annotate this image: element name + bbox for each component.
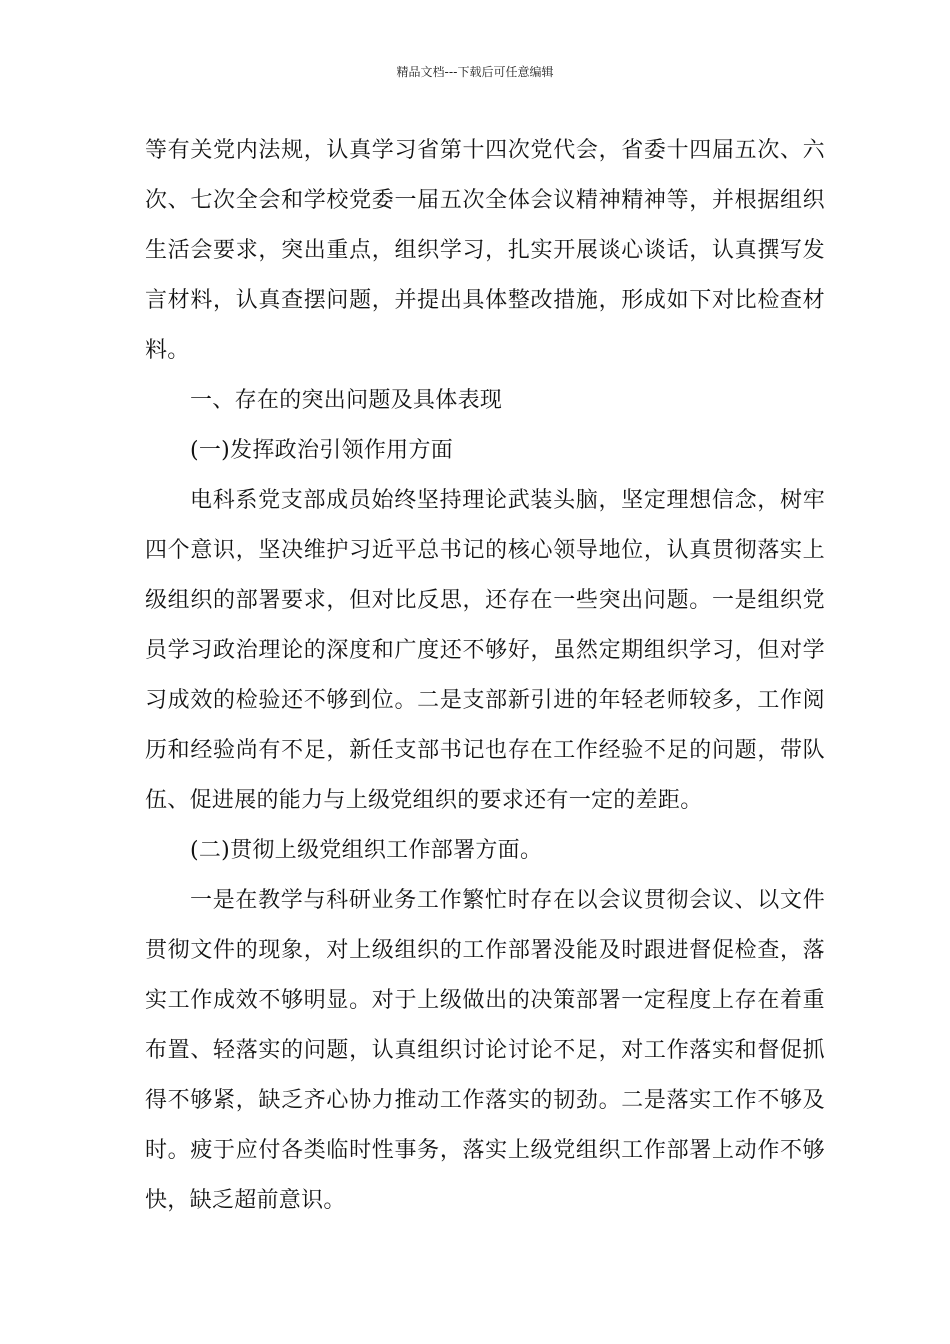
subsection-heading-2: (二)贯彻上级党组织工作部署方面。 bbox=[190, 838, 543, 863]
paragraph-political-leadership: 电科系党支部成员始终坚持理论武装头脑，坚定理想信念，树牢四个意识，坚决维护习近平总书记的核心领导地位，认真贯彻落实上级组织的部署要求，但对比反思，还存在一些突出问题。一是组织党员学习政治理论的深度和广度还不够好，虽然定期组织学习，但对学习成效的检验还不够到位。二是支部新引进的年轻老师较多，工作阅历和经验尚有不足，新任支部书记也存在工作经验不足的问题，带队伍、促进展的能力与上级党组织的要求还有一定的差距。 bbox=[145, 488, 825, 813]
page-header: 精品文档---下载后可任意编辑 bbox=[396, 65, 554, 79]
paragraph-implementation: 一是在教学与科研业务工作繁忙时存在以会议贯彻会议、以文件贯彻文件的现象，对上级组织的工作部署没能及时跟进督促检查，落实工作成效不够明显。对于上级做出的决策部署一定程度上存在着重布置、轻落实的问题，认真组织讨论讨论不足，对工作落实和督促抓得不够紧，缺乏齐心协力推动工作落实的韧劲。二是落实工作不够及时。疲于应付各类临时性事务，落实上级党组织工作部署上动作不够快，缺乏超前意识。 bbox=[145, 888, 825, 1213]
document-body bbox=[145, 126, 825, 1226]
paragraph-continuation: 等有关党内法规，认真学习省第十四次党代会，省委十四届五次、六次、七次全会和学校党委一届五次全体会议精神精神等，并根据组织生活会要求，突出重点，组织学习，扎实开展谈心谈话，认真撰写发言材料，认真查摆问题，并提出具体整改措施，形成如下对比检查材料。 bbox=[145, 138, 825, 363]
subsection-heading-1: (一)发挥政治引领作用方面 bbox=[190, 438, 454, 463]
section-heading-1: 一、存在的突出问题及具体表现 bbox=[190, 388, 503, 413]
